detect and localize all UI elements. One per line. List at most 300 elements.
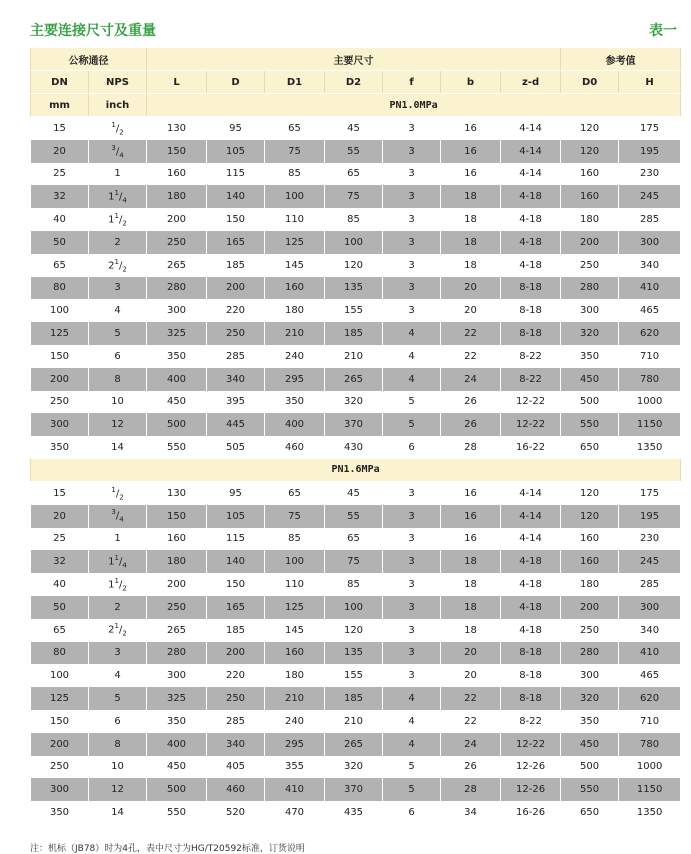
cell-nps	[89, 254, 147, 277]
cell-d2: 185	[325, 687, 383, 710]
cell-d0: 120	[561, 140, 619, 163]
page-title: 主要连接尺寸及重量	[30, 23, 156, 39]
cell-h: 465	[619, 299, 681, 322]
cell-d0: 320	[561, 687, 619, 710]
nps-numerator: 1	[114, 257, 119, 266]
cell-nps	[89, 368, 147, 391]
cell-d2: 85	[325, 208, 383, 231]
nps-numerator: 1	[111, 485, 116, 494]
cell-d: 200	[207, 277, 265, 300]
cell-nps	[89, 231, 147, 254]
cell-dn: 125	[31, 687, 89, 710]
cell-d1: 85	[265, 528, 325, 551]
group-header-row	[31, 48, 681, 71]
cell-d: 340	[207, 733, 265, 756]
cell-b: 22	[441, 687, 501, 710]
cell-d0: 500	[561, 391, 619, 414]
cell-d2: 155	[325, 299, 383, 322]
cell-zd: 16-26	[501, 801, 561, 824]
cell-dn: 20	[31, 505, 89, 528]
cell-f: 3	[383, 642, 441, 665]
cell-f: 3	[383, 299, 441, 322]
cell-d1: 210	[265, 687, 325, 710]
cell-d1: 125	[265, 231, 325, 254]
cell-l: 500	[147, 778, 207, 801]
cell-d0: 120	[561, 117, 619, 140]
col-b: b	[441, 71, 501, 94]
cell-d2: 320	[325, 756, 383, 779]
cell-b: 24	[441, 733, 501, 756]
cell-f: 3	[383, 254, 441, 277]
cell-d: 150	[207, 573, 265, 596]
nps-whole: 2	[114, 601, 121, 613]
cell-d0: 450	[561, 368, 619, 391]
nps-fraction-slash: /	[115, 123, 120, 135]
cell-b: 18	[441, 254, 501, 277]
nps-numerator: 1	[114, 554, 119, 563]
cell-d0: 180	[561, 208, 619, 231]
cell-b: 34	[441, 801, 501, 824]
table-row	[31, 642, 681, 665]
cell-d: 105	[207, 505, 265, 528]
col-D: D	[207, 71, 265, 94]
cell-f: 3	[383, 185, 441, 208]
cell-b: 18	[441, 596, 501, 619]
cell-h: 1350	[619, 436, 681, 459]
table-row	[31, 801, 681, 824]
cell-d2: 100	[325, 231, 383, 254]
cell-h: 285	[619, 573, 681, 596]
cell-d2: 85	[325, 573, 383, 596]
unit-dn: mm	[31, 94, 89, 117]
cell-l: 130	[147, 481, 207, 504]
cell-b: 20	[441, 277, 501, 300]
cell-zd: 8-18	[501, 664, 561, 687]
cell-h: 300	[619, 231, 681, 254]
nps-whole: 1	[108, 556, 115, 568]
cell-dn: 150	[31, 345, 89, 368]
table-row	[31, 664, 681, 687]
nps-denominator: 2	[122, 629, 127, 638]
cell-zd: 8-22	[501, 368, 561, 391]
cell-zd: 4-18	[501, 596, 561, 619]
cell-l: 550	[147, 801, 207, 824]
cell-l: 160	[147, 528, 207, 551]
cell-l: 350	[147, 710, 207, 733]
cell-l: 150	[147, 140, 207, 163]
cell-d0: 650	[561, 436, 619, 459]
cell-zd: 8-18	[501, 687, 561, 710]
cell-nps	[89, 185, 147, 208]
cell-d1: 295	[265, 733, 325, 756]
cell-d: 185	[207, 254, 265, 277]
cell-d2: 65	[325, 528, 383, 551]
cell-dn: 40	[31, 573, 89, 596]
cell-f: 4	[383, 733, 441, 756]
table-row	[31, 277, 681, 300]
nps-denominator: 4	[122, 196, 127, 205]
cell-zd: 16-22	[501, 436, 561, 459]
table-row	[31, 733, 681, 756]
col-f: f	[383, 71, 441, 94]
cell-d0: 650	[561, 801, 619, 824]
nps-denominator: 2	[122, 264, 127, 273]
nps-whole: 12	[111, 419, 124, 431]
cell-nps	[89, 778, 147, 801]
cell-dn: 32	[31, 550, 89, 573]
nps-numerator: 1	[114, 189, 119, 198]
cell-dn: 200	[31, 733, 89, 756]
cell-nps	[89, 528, 147, 551]
cell-l: 325	[147, 322, 207, 345]
cell-d1: 160	[265, 277, 325, 300]
pressure-label: PN1.0MPa	[147, 94, 681, 117]
cell-h: 410	[619, 277, 681, 300]
cell-d0: 320	[561, 322, 619, 345]
cell-d: 165	[207, 231, 265, 254]
table-row	[31, 710, 681, 733]
nps-fraction-slash: /	[119, 259, 123, 271]
nps-denominator: 2	[122, 219, 127, 228]
cell-zd: 12-26	[501, 778, 561, 801]
cell-d: 140	[207, 550, 265, 573]
cell-d: 185	[207, 619, 265, 642]
cell-d2: 265	[325, 733, 383, 756]
table-row	[31, 481, 681, 504]
cell-b: 18	[441, 208, 501, 231]
cell-dn: 100	[31, 299, 89, 322]
cell-dn: 200	[31, 368, 89, 391]
cell-d1: 240	[265, 345, 325, 368]
table-row	[31, 596, 681, 619]
nps-whole: 1	[114, 533, 121, 545]
nps-whole: 2	[114, 236, 121, 248]
cell-zd: 4-18	[501, 619, 561, 642]
table-row	[31, 505, 681, 528]
cell-d0: 120	[561, 481, 619, 504]
cell-l: 450	[147, 756, 207, 779]
cell-dn: 50	[31, 596, 89, 619]
cell-dn: 20	[31, 140, 89, 163]
table-row	[31, 185, 681, 208]
cell-dn: 250	[31, 391, 89, 414]
cell-d2: 100	[325, 596, 383, 619]
cell-d1: 460	[265, 436, 325, 459]
nps-whole: 10	[111, 396, 124, 408]
cell-zd: 4-14	[501, 481, 561, 504]
nps-fraction-slash: /	[119, 624, 123, 636]
cell-d2: 120	[325, 619, 383, 642]
cell-d1: 110	[265, 208, 325, 231]
cell-d1: 410	[265, 778, 325, 801]
cell-l: 450	[147, 391, 207, 414]
cell-zd: 4-18	[501, 573, 561, 596]
cell-l: 150	[147, 505, 207, 528]
cell-d1: 75	[265, 505, 325, 528]
cell-d0: 120	[561, 505, 619, 528]
nps-numerator: 1	[111, 120, 116, 129]
cell-l: 250	[147, 231, 207, 254]
cell-f: 3	[383, 528, 441, 551]
table-row	[31, 345, 681, 368]
nps-fraction-slash: /	[119, 191, 123, 203]
table-row	[31, 573, 681, 596]
cell-d0: 160	[561, 163, 619, 186]
cell-nps	[89, 345, 147, 368]
nps-whole: 8	[114, 738, 121, 750]
cell-d1: 100	[265, 550, 325, 573]
cell-nps	[89, 436, 147, 459]
cell-d0: 160	[561, 185, 619, 208]
cell-h: 285	[619, 208, 681, 231]
nps-whole: 4	[114, 670, 121, 682]
cell-f: 6	[383, 436, 441, 459]
cell-h: 710	[619, 710, 681, 733]
cell-f: 3	[383, 163, 441, 186]
cell-d0: 200	[561, 231, 619, 254]
cell-f: 3	[383, 481, 441, 504]
cell-b: 18	[441, 185, 501, 208]
cell-h: 195	[619, 140, 681, 163]
table-row	[31, 413, 681, 436]
cell-zd: 4-14	[501, 163, 561, 186]
cell-d0: 300	[561, 299, 619, 322]
cell-d: 340	[207, 368, 265, 391]
cell-b: 20	[441, 664, 501, 687]
cell-l: 280	[147, 642, 207, 665]
cell-nps	[89, 117, 147, 140]
cell-l: 350	[147, 345, 207, 368]
nps-whole: 5	[114, 693, 121, 705]
cell-d0: 280	[561, 642, 619, 665]
cell-l: 160	[147, 163, 207, 186]
cell-dn: 32	[31, 185, 89, 208]
cell-h: 1000	[619, 391, 681, 414]
cell-b: 18	[441, 573, 501, 596]
cell-d2: 45	[325, 481, 383, 504]
cell-b: 20	[441, 642, 501, 665]
cell-nps	[89, 550, 147, 573]
cell-b: 22	[441, 322, 501, 345]
cell-b: 26	[441, 413, 501, 436]
cell-d2: 185	[325, 322, 383, 345]
cell-d: 460	[207, 778, 265, 801]
nps-whole: 1	[108, 579, 115, 591]
cell-nps	[89, 710, 147, 733]
cell-f: 5	[383, 778, 441, 801]
col-zd: z-d	[501, 71, 561, 94]
cell-d1: 470	[265, 801, 325, 824]
cell-d: 115	[207, 163, 265, 186]
cell-h: 780	[619, 733, 681, 756]
cell-f: 3	[383, 117, 441, 140]
cell-nps	[89, 413, 147, 436]
cell-d: 220	[207, 664, 265, 687]
cell-f: 3	[383, 619, 441, 642]
cell-d1: 125	[265, 596, 325, 619]
cell-d2: 370	[325, 778, 383, 801]
cell-zd: 4-14	[501, 117, 561, 140]
cell-l: 400	[147, 368, 207, 391]
table-row	[31, 368, 681, 391]
cell-dn: 100	[31, 664, 89, 687]
cell-b: 16	[441, 140, 501, 163]
cell-nps	[89, 596, 147, 619]
cell-d1: 350	[265, 391, 325, 414]
nps-numerator: 3	[111, 143, 116, 152]
cell-nps	[89, 801, 147, 824]
nps-whole: 2	[108, 624, 115, 636]
nps-fraction-slash: /	[115, 145, 120, 157]
cell-l: 180	[147, 185, 207, 208]
cell-d1: 100	[265, 185, 325, 208]
cell-d0: 350	[561, 345, 619, 368]
cell-d2: 210	[325, 710, 383, 733]
cell-zd: 4-18	[501, 208, 561, 231]
cell-d: 405	[207, 756, 265, 779]
cell-d0: 500	[561, 756, 619, 779]
nps-fraction-slash: /	[119, 579, 123, 591]
cell-nps	[89, 664, 147, 687]
cell-nps	[89, 299, 147, 322]
cell-l: 550	[147, 436, 207, 459]
cell-b: 16	[441, 481, 501, 504]
cell-l: 200	[147, 208, 207, 231]
pressure-label: PN1.6MPa	[31, 459, 681, 482]
nps-denominator: 4	[119, 150, 124, 159]
table-row	[31, 391, 681, 414]
cell-nps	[89, 573, 147, 596]
cell-d0: 350	[561, 710, 619, 733]
cell-d2: 135	[325, 277, 383, 300]
cell-l: 325	[147, 687, 207, 710]
cell-d0: 550	[561, 778, 619, 801]
nps-whole: 3	[114, 647, 121, 659]
cell-zd: 4-14	[501, 140, 561, 163]
header-reference-values: 参考值	[561, 48, 681, 71]
cell-dn: 125	[31, 322, 89, 345]
cell-f: 5	[383, 391, 441, 414]
cell-h: 300	[619, 596, 681, 619]
table-row	[31, 322, 681, 345]
table-row	[31, 528, 681, 551]
cell-zd: 4-18	[501, 231, 561, 254]
cell-h: 175	[619, 117, 681, 140]
cell-zd: 8-18	[501, 322, 561, 345]
cell-d0: 300	[561, 664, 619, 687]
cell-h: 340	[619, 619, 681, 642]
nps-fraction-slash: /	[115, 488, 120, 500]
cell-f: 3	[383, 231, 441, 254]
nps-fraction-slash: /	[119, 556, 123, 568]
nps-numerator: 3	[111, 508, 116, 517]
nps-whole: 14	[111, 442, 124, 454]
cell-b: 18	[441, 231, 501, 254]
cell-f: 5	[383, 756, 441, 779]
table-row	[31, 231, 681, 254]
cell-l: 265	[147, 254, 207, 277]
cell-f: 5	[383, 413, 441, 436]
cell-b: 22	[441, 345, 501, 368]
dimensions-table	[30, 48, 681, 824]
pressure-header-row	[31, 459, 681, 482]
cell-dn: 25	[31, 163, 89, 186]
nps-denominator: 4	[122, 561, 127, 570]
cell-d2: 155	[325, 664, 383, 687]
table-row	[31, 299, 681, 322]
cell-h: 195	[619, 505, 681, 528]
cell-d2: 65	[325, 163, 383, 186]
cell-h: 230	[619, 163, 681, 186]
table-row	[31, 436, 681, 459]
cell-d0: 200	[561, 596, 619, 619]
cell-nps	[89, 505, 147, 528]
nps-whole: 3	[114, 282, 121, 294]
cell-d1: 210	[265, 322, 325, 345]
table-number: 表一	[649, 23, 677, 39]
cell-d2: 55	[325, 140, 383, 163]
cell-dn: 350	[31, 436, 89, 459]
cell-d: 445	[207, 413, 265, 436]
cell-zd: 4-14	[501, 505, 561, 528]
cell-f: 4	[383, 322, 441, 345]
cell-d0: 160	[561, 528, 619, 551]
cell-b: 16	[441, 505, 501, 528]
cell-b: 16	[441, 163, 501, 186]
cell-d2: 210	[325, 345, 383, 368]
table-row	[31, 778, 681, 801]
cell-dn: 65	[31, 619, 89, 642]
table-row	[31, 756, 681, 779]
table-row	[31, 687, 681, 710]
unit-row	[31, 94, 681, 117]
nps-whole: 4	[114, 305, 121, 317]
table-row	[31, 550, 681, 573]
cell-d1: 355	[265, 756, 325, 779]
cell-dn: 300	[31, 778, 89, 801]
cell-b: 26	[441, 391, 501, 414]
footnote: 注：机标（JB78）时为4孔，表中尺寸为HG/T20592标准，订货说明	[30, 844, 305, 854]
nps-whole: 6	[114, 350, 121, 362]
cell-d1: 160	[265, 642, 325, 665]
cell-dn: 300	[31, 413, 89, 436]
cell-d: 95	[207, 481, 265, 504]
cell-d1: 240	[265, 710, 325, 733]
col-H: H	[619, 71, 681, 94]
cell-d: 520	[207, 801, 265, 824]
cell-d1: 180	[265, 664, 325, 687]
cell-zd: 8-22	[501, 710, 561, 733]
cell-d: 250	[207, 687, 265, 710]
cell-zd: 8-18	[501, 277, 561, 300]
cell-h: 175	[619, 481, 681, 504]
cell-dn: 80	[31, 277, 89, 300]
cell-d2: 75	[325, 185, 383, 208]
nps-denominator: 4	[119, 515, 124, 524]
cell-l: 200	[147, 573, 207, 596]
cell-d2: 135	[325, 642, 383, 665]
nps-numerator: 1	[114, 622, 119, 631]
col-L: L	[147, 71, 207, 94]
cell-d0: 180	[561, 573, 619, 596]
cell-b: 28	[441, 778, 501, 801]
cell-h: 245	[619, 185, 681, 208]
cell-d2: 120	[325, 254, 383, 277]
cell-zd: 8-18	[501, 299, 561, 322]
cell-d: 250	[207, 322, 265, 345]
cell-nps	[89, 140, 147, 163]
cell-h: 780	[619, 368, 681, 391]
